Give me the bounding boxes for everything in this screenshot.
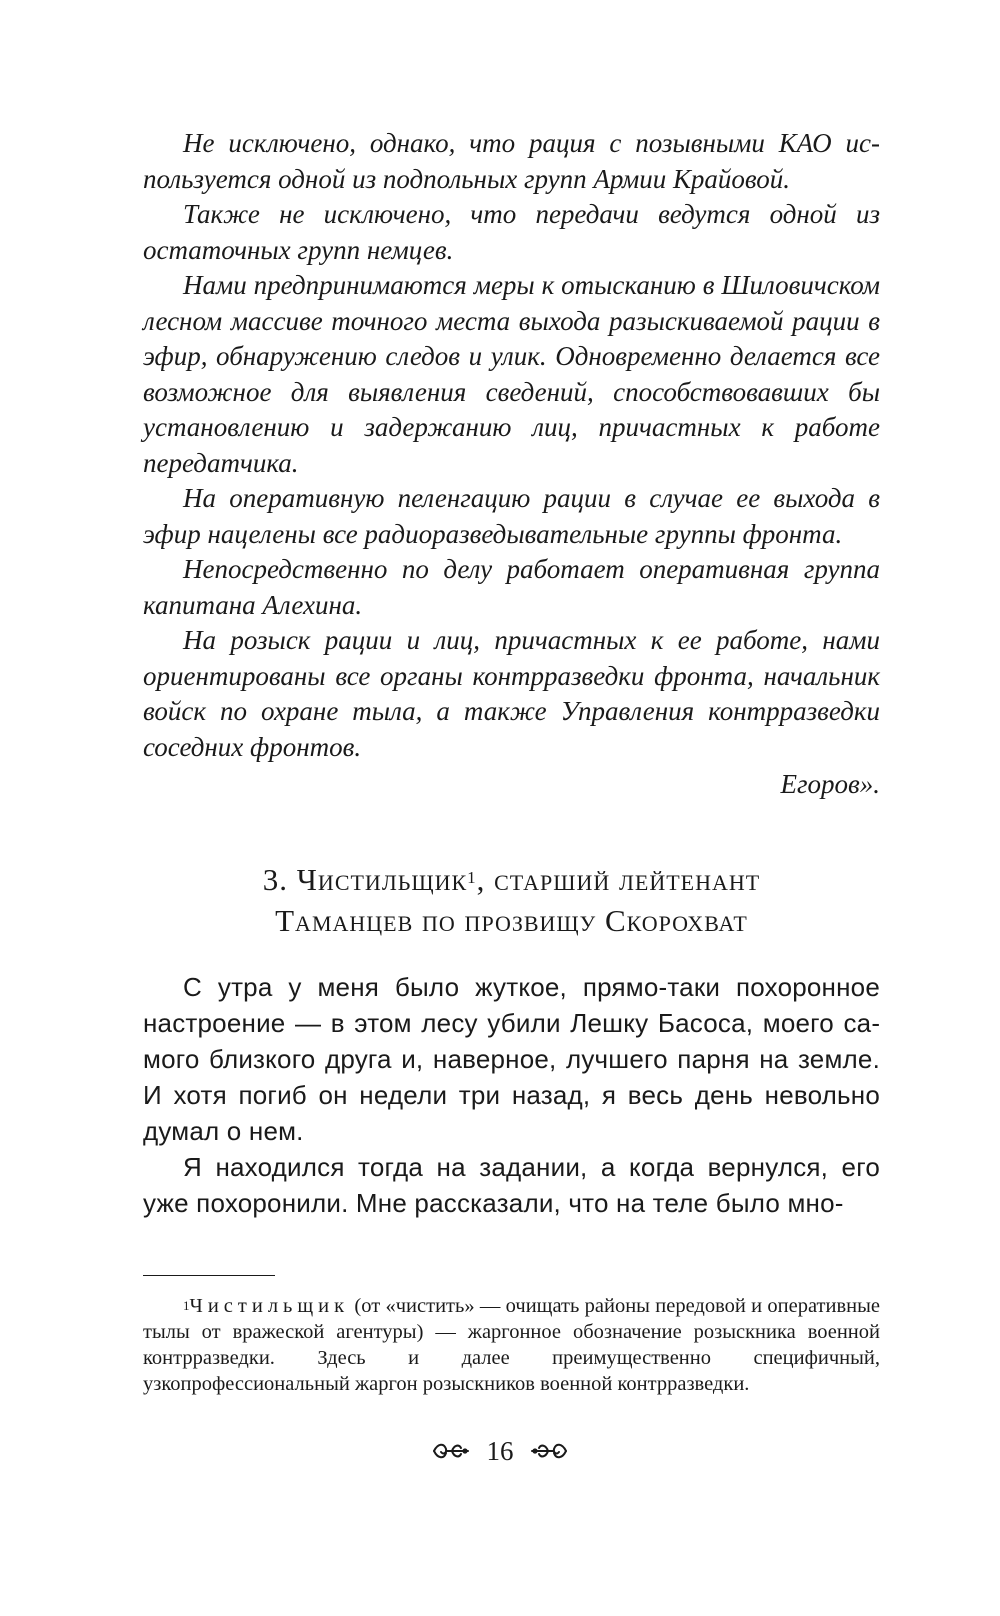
body-paragraph: Я находился тогда на задании, а когда вернулся, его уже похоронили. Мне рассказали, что на теле было мно-: [143, 1151, 880, 1218]
body-paragraph: С утра у меня было жуткое, прямо-таки похоронное настроение — в этом лесу убили Лешку Басоса, моего самого близкого друга и, наверное, лучшего парня на земле. И хотя погиб он недели три назад, я весь день невольно думал о нем.: [143, 971, 880, 1146]
fleuron-right-icon: [530, 1439, 568, 1463]
chapter-title: [143, 859, 880, 941]
footnote-term: Чистильщик: [189, 1294, 350, 1317]
letter-paragraph: Нами предпринимаются меры к отысканию в Шиловичском лесном массиве точного места выхода разыскиваемой рации в эфир, обнаружению следов и улик. Одновременно делается все возможное для выявления сведений, способствовавших бы установлению и задержанию лиц, причастных к работе передатчика.: [143, 270, 880, 478]
footnote-text: (от «чистить» — очищать районы передовой и оперативные тылы от вражеской агентуры) — жаргонное обозначение розыскника военной контрразведки. Здесь и далее преимущественно специфичный, узкопрофессиональный жаргон розыскников военной контрразведки.: [143, 1294, 880, 1395]
footnote-marker: 1: [183, 1297, 190, 1313]
chapter-body: [143, 969, 880, 1221]
letter-signature: Егоров».: [780, 769, 880, 799]
chapter-title-start: 3. Чистильщик: [262, 861, 468, 897]
page-footer: [0, 1428, 1000, 1471]
chapter-title-line2: Таманцев по прозвищу Скорохват: [275, 902, 748, 938]
letter-paragraph: На розыск рации и лиц, причастных к ее работе, нами ориентированы все органы контрразведки фронта, начальник войск по охране тыла, а также Управления контрразведки соседних фронтов.: [143, 625, 880, 762]
letter-paragraph: Не исключено, однако, что рация с позывными КАО используется одной из подпольных групп Армии Крайовой.: [143, 128, 880, 194]
chapter-title-line1-rest: , старший лейтенант: [476, 861, 761, 897]
fleuron-left-icon: [432, 1439, 470, 1463]
page-number: 16: [486, 1435, 514, 1466]
letter-text: [143, 126, 880, 803]
letter-paragraph: Также не исключено, что передачи ведутся одной из остаточных групп немцев.: [143, 199, 880, 265]
page-content: [143, 126, 880, 1397]
footnote-divider: [143, 1275, 275, 1276]
letter-paragraph: На оперативную пеленгацию рации в случае ее выхода в эфир нацелены все радиоразведывательные группы фронта.: [143, 483, 880, 549]
footnote: [143, 1293, 880, 1397]
letter-paragraph: Непосредственно по делу работает оперативная группа капитана Алехина.: [143, 554, 880, 620]
chapter-footnote-marker: 1: [467, 867, 477, 887]
